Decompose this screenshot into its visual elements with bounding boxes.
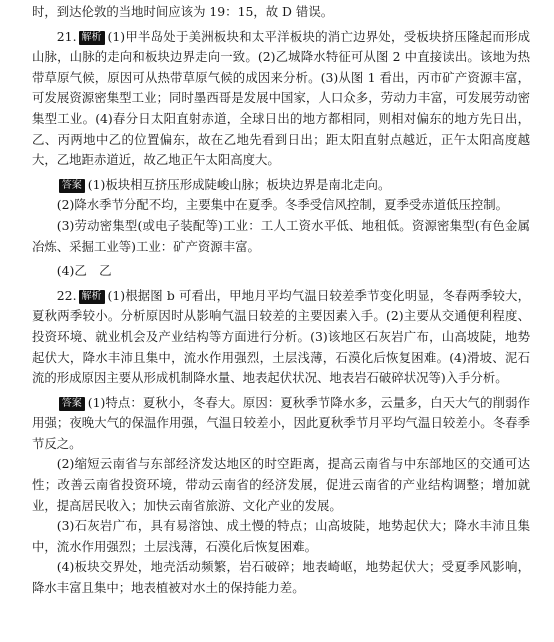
answer-text: (1)特点：夏秋小，冬春大。原因：夏秋季节降水多，云量多，白天大气的削弱作用强；夜晚大气的保温作用强，气温日较差小，因此夏秋季节月平均气温日较差小。冬春季节反之。 [32, 394, 530, 451]
question-number: 22. [56, 287, 77, 303]
q21-answer-2: (2)降水季节分配不均，主要集中在夏季。冬季受信风控制，夏季受赤道低压控制。 [56, 197, 509, 213]
answer-badge: 答案 [59, 179, 85, 193]
question-number: 21. [56, 28, 77, 44]
q22-answer-4: (4)板块交界处，地壳活动频繁，岩石破碎；地表崎岖，地势起伏大；受夏季风影响，降水丰富且集中；地表植被对水土的保持能力差。 [32, 559, 530, 596]
q22-answer-3: (3)石灰岩广布，具有易溶蚀、成土慢的特点；山高坡陡，地势起伏大；降水丰沛且集中，流水作用强烈；土层浅薄，石漠化后恢复困难。 [32, 518, 530, 554]
analysis-text: (1)甲半岛处于美洲板块和太平洋板块的消亡边界处，受板块挤压隆起而形成山脉，山脉的走向和板块边界走向一致。(2)乙城降水特征可从图 2 中直接读出。该地为热带草原气候，原因可从热带草原气候的成因来分析。(3)从图 1 看出，丙市矿产资源丰富，可发展资源密集型工业；同时墨西哥是发展中国家，人口众多，劳动力丰富，可发展劳动密集型工业。(4)春分日太阳直射赤道，全球日出的地方都相同，则相对偏东的地方先日出，乙、丙两地中乙的位置偏东，故在乙地先看到日出；距太阳直射点越近，正午太阳高度越大，乙地距赤道近，故乙地正午太阳高度大。 [32, 28, 530, 168]
q21-answer-4: (4)乙 乙 [56, 263, 112, 279]
answer-badge: 答案 [59, 397, 85, 411]
analysis-text: (1)根据图 b 可看出，甲地月平均气温日较差季节变化明显，冬春两季较大，夏秋两季较小。分析原因时从影响气温日较差的主要因素入手。(2)主要从交通便利程度、投资环境、就业机会及产业结构等方面进行分析。(3)该地区石灰岩广布，山高坡陡，地势起伏大，降水丰沛且集中，流水作用强烈，土层浅薄，石漠化后恢复困难。(4)滑坡、泥石流的形成原因主要从形成机制降水量、地表起伏状况、地表岩石破碎状况等)入手分析。 [32, 287, 530, 386]
analysis-badge: 解析 [79, 31, 105, 45]
q21-answer-1 [32, 175, 530, 196]
q21-analysis [32, 27, 530, 171]
continuation-line: 时，到达伦敦的当地时间应该为 19：15，故 D 错误。 [32, 4, 334, 19]
q22-analysis [32, 286, 530, 389]
q21-answer-3: (3)劳动密集型(或电子装配等)工业：工人工资水平低、地租低。资源密集型(有色金属冶炼、采掘工业等)工业：矿产资源丰富。 [32, 217, 530, 254]
q22-answer-1 [32, 393, 530, 455]
answer-text: (1)板块相互挤压形成陡峻山脉；板块边界是南北走向。 [87, 176, 391, 192]
analysis-badge: 解析 [79, 290, 105, 304]
q22-answer-2: (2)缩短云南省与东部经济发达地区的时空距离，提高云南省与中东部地区的交通可达性；改善云南省投资环境，带动云南省的经济发展，促进云南省的产业结构调整；增加就业，提高居民收入；加快云南省旅游、文化产业的发展。 [32, 456, 530, 513]
